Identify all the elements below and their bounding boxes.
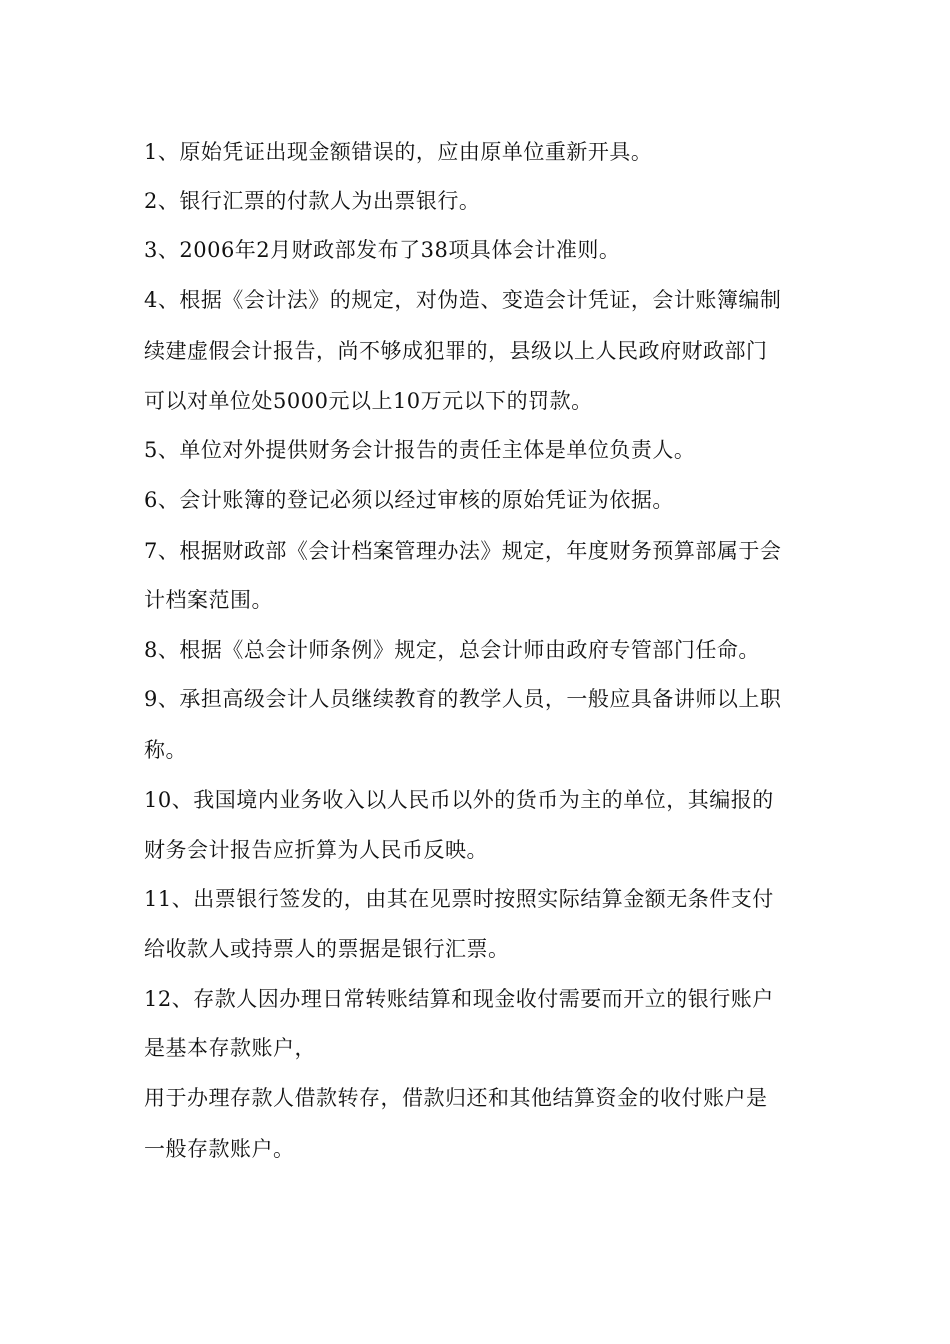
text-line: 4、根据《会计法》的规定，对伪造、变造会计凭证，会计账簿编制 xyxy=(144,288,782,312)
text-line: 3、2006年2月财政部发布了38项具体会计准则。 xyxy=(144,238,621,262)
text-line: 财务会计报告应折算为人民币反映。 xyxy=(144,838,488,862)
text-line: 7、根据财政部《会计档案管理办法》规定，年度财务预算部属于会 xyxy=(144,539,782,563)
text-line: 10、我国境内业务收入以人民币以外的货币为主的单位，其编报的 xyxy=(144,788,774,812)
text-line: 是基本存款账户， xyxy=(144,1036,316,1060)
text-line: 给收款人或持票人的票据是银行汇票。 xyxy=(144,937,510,961)
text-line: 9、承担高级会计人员继续教育的教学人员，一般应具备讲师以上职 xyxy=(144,687,782,711)
text-line: 1、原始凭证出现金额错误的，应由原单位重新开具。 xyxy=(144,140,653,164)
text-line: 续建虚假会计报告，尚不够成犯罪的，县级以上人民政府财政部门 xyxy=(144,339,768,363)
text-line: 用于办理存款人借款转存，借款归还和其他结算资金的收付账户是 xyxy=(144,1086,768,1110)
text-line: 2、银行汇票的付款人为出票银行。 xyxy=(144,189,481,213)
text-line: 11、出票银行签发的，由其在见票时按照实际结算金额无条件支付 xyxy=(144,887,774,911)
text-line: 12、存款人因办理日常转账结算和现金收付需要而开立的银行账户 xyxy=(144,987,774,1011)
text-line: 6、会计账簿的登记必须以经过审核的原始凭证为依据。 xyxy=(144,488,674,512)
text-line: 计档案范围。 xyxy=(144,588,273,612)
text-line: 一般存款账户。 xyxy=(144,1137,295,1161)
text-line: 可以对单位处5000元以上10万元以下的罚款。 xyxy=(144,389,593,413)
text-line: 称。 xyxy=(144,738,187,762)
text-line: 5、单位对外提供财务会计报告的责任主体是单位负责人。 xyxy=(144,438,696,462)
text-line: 8、根据《总会计师条例》规定，总会计师由政府专管部门任命。 xyxy=(144,638,760,662)
